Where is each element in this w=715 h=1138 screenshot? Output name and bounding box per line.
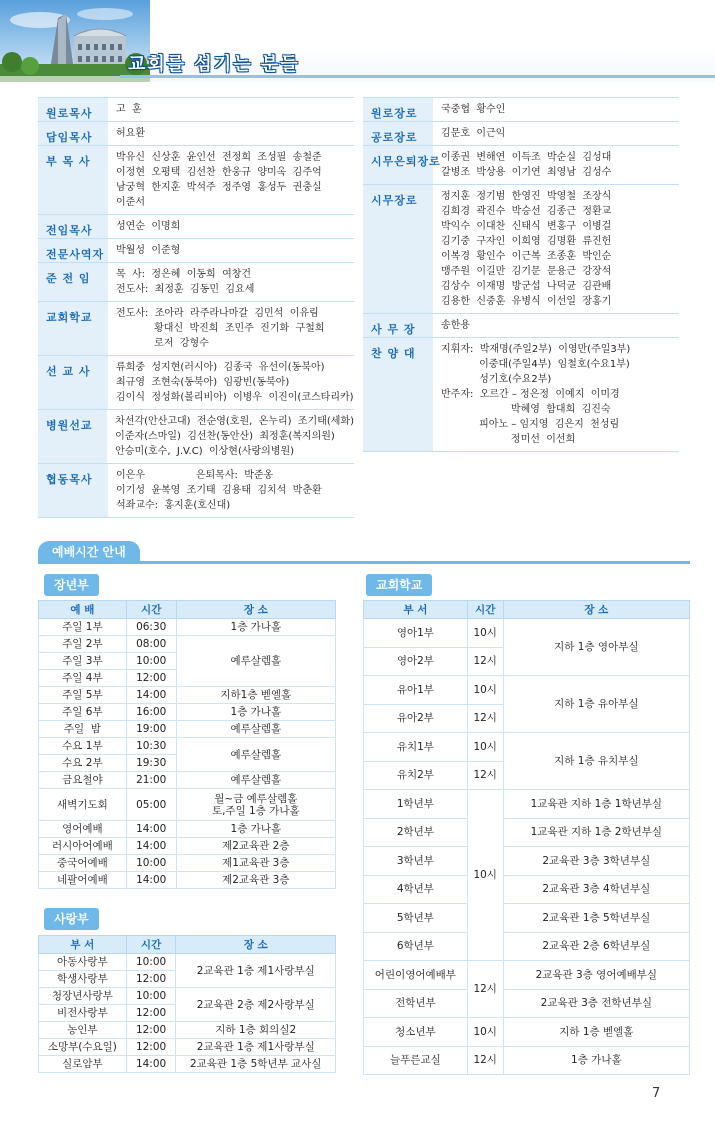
row-place-cell: 제2교육관 3층 [176, 872, 335, 889]
table-row [364, 932, 690, 961]
table-row [364, 904, 690, 933]
row-time-cell: 10:00 [126, 988, 176, 1005]
staff-row [363, 122, 679, 146]
row-place-cell: 2교육관 3층 영어예배부실 [503, 961, 689, 990]
column-header: 시간 [467, 601, 503, 619]
row-name-cell: 청소년부 [364, 1018, 468, 1047]
row-name-cell: 늘푸른교실 [364, 1046, 468, 1075]
row-name-cell: 학생사랑부 [39, 971, 127, 988]
row-place-cell: 예루살렘홀 [176, 772, 335, 789]
row-time-cell: 14:00 [126, 687, 176, 704]
table-row [39, 821, 336, 838]
staff-row [38, 356, 354, 410]
staff-row [363, 97, 679, 122]
row-place-cell: 지하 1층 유아부실 [503, 676, 689, 733]
row-place-cell: 지하 1층 유치부실 [503, 733, 689, 790]
row-time-cell: 12:00 [126, 670, 176, 687]
staff-role-label: 준 전 임 [38, 263, 108, 301]
row-name-cell: 농인부 [39, 1022, 127, 1039]
row-time-cell: 12시 [467, 961, 503, 1018]
worship-section-header [38, 540, 690, 564]
row-name-cell: 수요 2부 [39, 755, 127, 772]
row-name-cell: 비전사랑부 [39, 1005, 127, 1022]
row-name-cell: 주일 2부 [39, 636, 127, 653]
worship-section-title: 예배시간 안내 [38, 541, 140, 563]
staff-row [38, 97, 354, 122]
row-time-cell: 14:00 [126, 1056, 176, 1073]
row-place-cell: 2교육관 1층 제1사랑부실 [176, 1039, 336, 1056]
column-header: 예 배 [39, 601, 127, 619]
row-name-cell: 1학년부 [364, 790, 468, 819]
row-name-cell: 주일 6부 [39, 704, 127, 721]
staff-names: 차선각(안산고대) 전순영(호원, 온누리) 조기태(세화) 이준자(스마일) 김선찬(동안산) 최정훈(복지의원) 안승미(호수, J.V.C) 이상현(사랑의병원) [115, 416, 354, 457]
staff-row [38, 146, 354, 215]
column-header: 장 소 [176, 601, 335, 619]
table-row [364, 818, 690, 847]
table-row [39, 687, 336, 704]
row-name-cell: 영아1부 [364, 619, 468, 648]
row-time-cell: 21:00 [126, 772, 176, 789]
staff-row [363, 338, 679, 452]
row-time-cell: 12시 [467, 1046, 503, 1075]
row-place-cell: 2교육관 1층 5학년부 교사실 [176, 1056, 336, 1073]
row-name-cell: 유아1부 [364, 676, 468, 705]
column-header: 장 소 [176, 936, 336, 954]
row-name-cell: 주일 5부 [39, 687, 127, 704]
staff-names: 목 사: 정은혜 이동희 여창건 전도사: 최정훈 김동민 김요세 [116, 269, 255, 295]
row-time-cell: 10시 [467, 790, 503, 961]
staff-role-label: 전임목사 [38, 215, 108, 238]
staff-names: 정지훈 정기범 한영진 박영철 조장식 김희경 곽진수 박승선 김종근 정환교 박익수 이대찬 신태식 변홍구 이병걸 김기중 구자인 이희영 김명환 류진헌 이복경 황인수 이근복 조종훈 박인순 맹주원 이길만 김기문 문용근 강장석 김상수 이재명 방군섭 나덕균 김관배 김용한 신중훈 유병식 이선일 장홍기 [441, 191, 612, 307]
staff-names: 이은우 은퇴목사: 박준옹 이기성 윤복영 조기태 김용태 김치석 박춘환 석좌교수: 홍지훈(호신대) [116, 470, 322, 511]
table-row [39, 838, 336, 855]
column-header: 시간 [126, 936, 176, 954]
staff-row [363, 314, 679, 338]
staff-role-label: 담임목사 [38, 122, 108, 145]
row-name-cell: 4학년부 [364, 875, 468, 904]
row-place-cell: 1층 가나홀 [176, 821, 335, 838]
row-name-cell: 영아2부 [364, 647, 468, 676]
staff-row [38, 215, 354, 239]
row-time-cell: 10:00 [126, 954, 176, 971]
staff-row [363, 146, 679, 185]
row-name-cell: 수요 1부 [39, 738, 127, 755]
table-row [364, 1046, 690, 1075]
row-name-cell: 청장년사랑부 [39, 988, 127, 1005]
table-row [39, 872, 336, 889]
row-place-cell: 2교육관 2층 6학년부실 [503, 932, 689, 961]
row-name-cell: 2학년부 [364, 818, 468, 847]
table-row [39, 988, 336, 1005]
staff-row [38, 239, 354, 263]
staff-names: 지휘자: 박재명(주일2부) 이영만(주일3부) 이중대(주일4부) 임철호(수요1부) 성기호(수요2부) 반주자: 오르간 – 정은정 이예지 이미경 박혜영 함대희 김진숙 피아노 – 임지영 김은지 천성림 정미선 이선희 [441, 344, 631, 445]
table-row [39, 619, 336, 636]
row-place-cell: 예루살렘홀 [176, 721, 335, 738]
row-name-cell: 전학년부 [364, 989, 468, 1018]
row-place-cell: 2교육관 2층 제2사랑부실 [176, 988, 336, 1022]
row-time-cell: 12시 [467, 761, 503, 790]
staff-role-label: 병원선교 [38, 410, 107, 463]
adult-worship-table [38, 600, 336, 889]
row-place-cell: 1층 가나홀 [176, 704, 335, 721]
staff-role-label: 전문사역자 [38, 239, 108, 262]
row-name-cell: 5학년부 [364, 904, 468, 933]
staff-names: 국중협 황수인 [441, 104, 506, 115]
staff-role-label: 협동목사 [38, 464, 108, 517]
row-place-cell: 2교육관 3층 3학년부실 [503, 847, 689, 876]
row-place-cell: 예루살렘홀 [176, 636, 335, 687]
column-header: 시간 [126, 601, 176, 619]
table-row [39, 738, 336, 755]
row-time-cell: 10시 [467, 676, 503, 705]
table-row [39, 1039, 336, 1056]
table-row [39, 954, 336, 971]
table-row [39, 789, 336, 821]
row-place-cell: 지하1층 벧엘홀 [176, 687, 335, 704]
row-place-cell: 월~금 예루살렘홀 토,주일 1층 가나홀 [176, 789, 335, 821]
row-place-cell: 제2교육관 2층 [176, 838, 335, 855]
row-time-cell: 10시 [467, 619, 503, 648]
row-name-cell: 유치1부 [364, 733, 468, 762]
staff-names: 허요환 [116, 128, 145, 139]
love-dept-table [38, 935, 336, 1073]
table-row [364, 733, 690, 762]
row-name-cell: 주일 1부 [39, 619, 127, 636]
row-time-cell: 12:00 [126, 971, 176, 988]
row-place-cell: 1교육관 지하 1층 1학년부실 [503, 790, 689, 819]
staff-role-label: 선 교 사 [38, 356, 108, 409]
staff-names: 박유신 신상훈 윤인선 전정희 조성필 송철준 이정현 오평택 김선찬 한웅규 양미옥 김주억 남궁혁 한지훈 박석주 정주영 홍성두 권충실 이준서 [116, 152, 322, 208]
staff-names: 박월성 이준형 [116, 245, 181, 256]
row-time-cell: 16:00 [126, 704, 176, 721]
staff-role-label: 부 목 사 [38, 146, 108, 214]
row-time-cell: 12:00 [126, 1039, 176, 1056]
row-place-cell: 지하 1층 회의실2 [176, 1022, 336, 1039]
school-table [363, 600, 690, 1075]
row-place-cell: 1층 가나홀 [503, 1046, 689, 1075]
row-place-cell: 2교육관 3층 4학년부실 [503, 875, 689, 904]
row-name-cell: 중국어예배 [39, 855, 127, 872]
row-name-cell: 3학년부 [364, 847, 468, 876]
row-name-cell: 주일 3부 [39, 653, 127, 670]
staff-row [38, 263, 354, 302]
staff-names: 김문호 이근익 [441, 128, 506, 139]
row-name-cell: 영어예배 [39, 821, 127, 838]
staff-role-label: 원로목사 [38, 98, 108, 121]
staff-role-label: 시무장로 [363, 185, 433, 313]
table-row [364, 847, 690, 876]
adult-title: 장년부 [44, 574, 99, 596]
row-time-cell: 10시 [467, 733, 503, 762]
row-name-cell: 주일 밤 [39, 721, 127, 738]
staff-list-right [363, 97, 679, 452]
row-place-cell: 2교육관 3층 전학년부실 [503, 989, 689, 1018]
page-header [0, 0, 715, 82]
staff-names: 이종권 변해연 이득조 박순실 김성대 갈병조 박상용 이기연 최영남 김성수 [441, 152, 612, 178]
staff-list-left [38, 97, 354, 518]
row-name-cell: 새벽기도회 [39, 789, 127, 821]
row-name-cell: 실로암부 [39, 1056, 127, 1073]
table-row [39, 1022, 336, 1039]
staff-role-label: 원로장로 [363, 98, 433, 121]
staff-row [38, 464, 354, 518]
table-row [39, 772, 336, 789]
row-time-cell: 19:30 [126, 755, 176, 772]
row-place-cell: 2교육관 1층 5학년부실 [503, 904, 689, 933]
row-name-cell: 주일 4부 [39, 670, 127, 687]
row-time-cell: 12:00 [126, 1005, 176, 1022]
table-row [364, 961, 690, 990]
love-title: 사랑부 [44, 908, 99, 930]
row-place-cell: 1교육관 지하 1층 2학년부실 [503, 818, 689, 847]
section-rule [38, 561, 690, 564]
row-time-cell: 06:30 [126, 619, 176, 636]
column-header: 부 서 [364, 601, 468, 619]
page-title: 교회를 섬기는 분들 [128, 54, 300, 75]
table-row [39, 721, 336, 738]
row-time-cell: 10:00 [126, 653, 176, 670]
page-number: 7 [652, 1086, 661, 1101]
row-place-cell: 1층 가나홀 [176, 619, 335, 636]
school-title: 교회학교 [366, 574, 432, 596]
table-row [364, 676, 690, 705]
staff-names: 전도사: 조아라 라주라나마갈 김민석 이유림 황대신 박진희 조민주 진기화 구철희 로저 강형수 [116, 308, 325, 349]
staff-role-label: 시무은퇴장로 [363, 146, 433, 184]
row-time-cell: 14:00 [126, 821, 176, 838]
table-row [364, 989, 690, 1018]
table-row [364, 619, 690, 648]
table-row [364, 1018, 690, 1047]
row-place-cell: 지하 1층 벧엘홀 [503, 1018, 689, 1047]
row-time-cell: 19:00 [126, 721, 176, 738]
staff-names: 성연순 이명희 [116, 221, 181, 232]
staff-row [38, 302, 354, 356]
row-time-cell: 08:00 [126, 636, 176, 653]
column-header: 장 소 [503, 601, 689, 619]
row-place-cell: 제1교육관 3층 [176, 855, 335, 872]
staff-row [363, 185, 679, 314]
staff-names: 송한용 [441, 320, 470, 331]
row-time-cell: 10시 [467, 1018, 503, 1047]
row-time-cell: 10:00 [126, 855, 176, 872]
row-time-cell: 14:00 [126, 838, 176, 855]
row-time-cell: 12:00 [126, 1022, 176, 1039]
row-name-cell: 네팔어예배 [39, 872, 127, 889]
staff-names: 류희중 성지현(러시아) 김종국 유선이(동북아) 최규영 조현숙(동북아) 임광빈(동북아) 김이식 정성화(볼리비아) 이병우 이진이(코스타리카) [116, 362, 354, 403]
staff-names: 고 훈 [116, 104, 142, 115]
row-name-cell: 6학년부 [364, 932, 468, 961]
row-place-cell: 예루살렘홀 [176, 738, 335, 772]
table-row [364, 875, 690, 904]
row-name-cell: 금요철야 [39, 772, 127, 789]
row-place-cell: 지하 1층 영아부실 [503, 619, 689, 676]
table-row [39, 636, 336, 653]
staff-role-label: 공로장로 [363, 122, 433, 145]
staff-row [38, 122, 354, 146]
row-name-cell: 러시아어예배 [39, 838, 127, 855]
row-name-cell: 아동사랑부 [39, 954, 127, 971]
row-time-cell: 12시 [467, 704, 503, 733]
row-name-cell: 유치2부 [364, 761, 468, 790]
table-row [39, 1056, 336, 1073]
staff-role-label: 찬 양 대 [363, 338, 433, 451]
table-row [39, 704, 336, 721]
row-time-cell: 14:00 [126, 872, 176, 889]
row-place-cell: 2교육관 1층 제1사랑부실 [176, 954, 336, 988]
row-name-cell: 유아2부 [364, 704, 468, 733]
table-row [39, 855, 336, 872]
staff-role-label: 사 무 장 [363, 314, 433, 337]
table-row [364, 790, 690, 819]
row-name-cell: 소망부(수요일) [39, 1039, 127, 1056]
staff-role-label: 교회학교 [38, 302, 108, 355]
row-time-cell: 10:30 [126, 738, 176, 755]
row-time-cell: 05:00 [126, 789, 176, 821]
column-header: 부 서 [39, 936, 127, 954]
row-time-cell: 12시 [467, 647, 503, 676]
staff-row [38, 410, 354, 464]
row-name-cell: 어린이영어예배부 [364, 961, 468, 990]
